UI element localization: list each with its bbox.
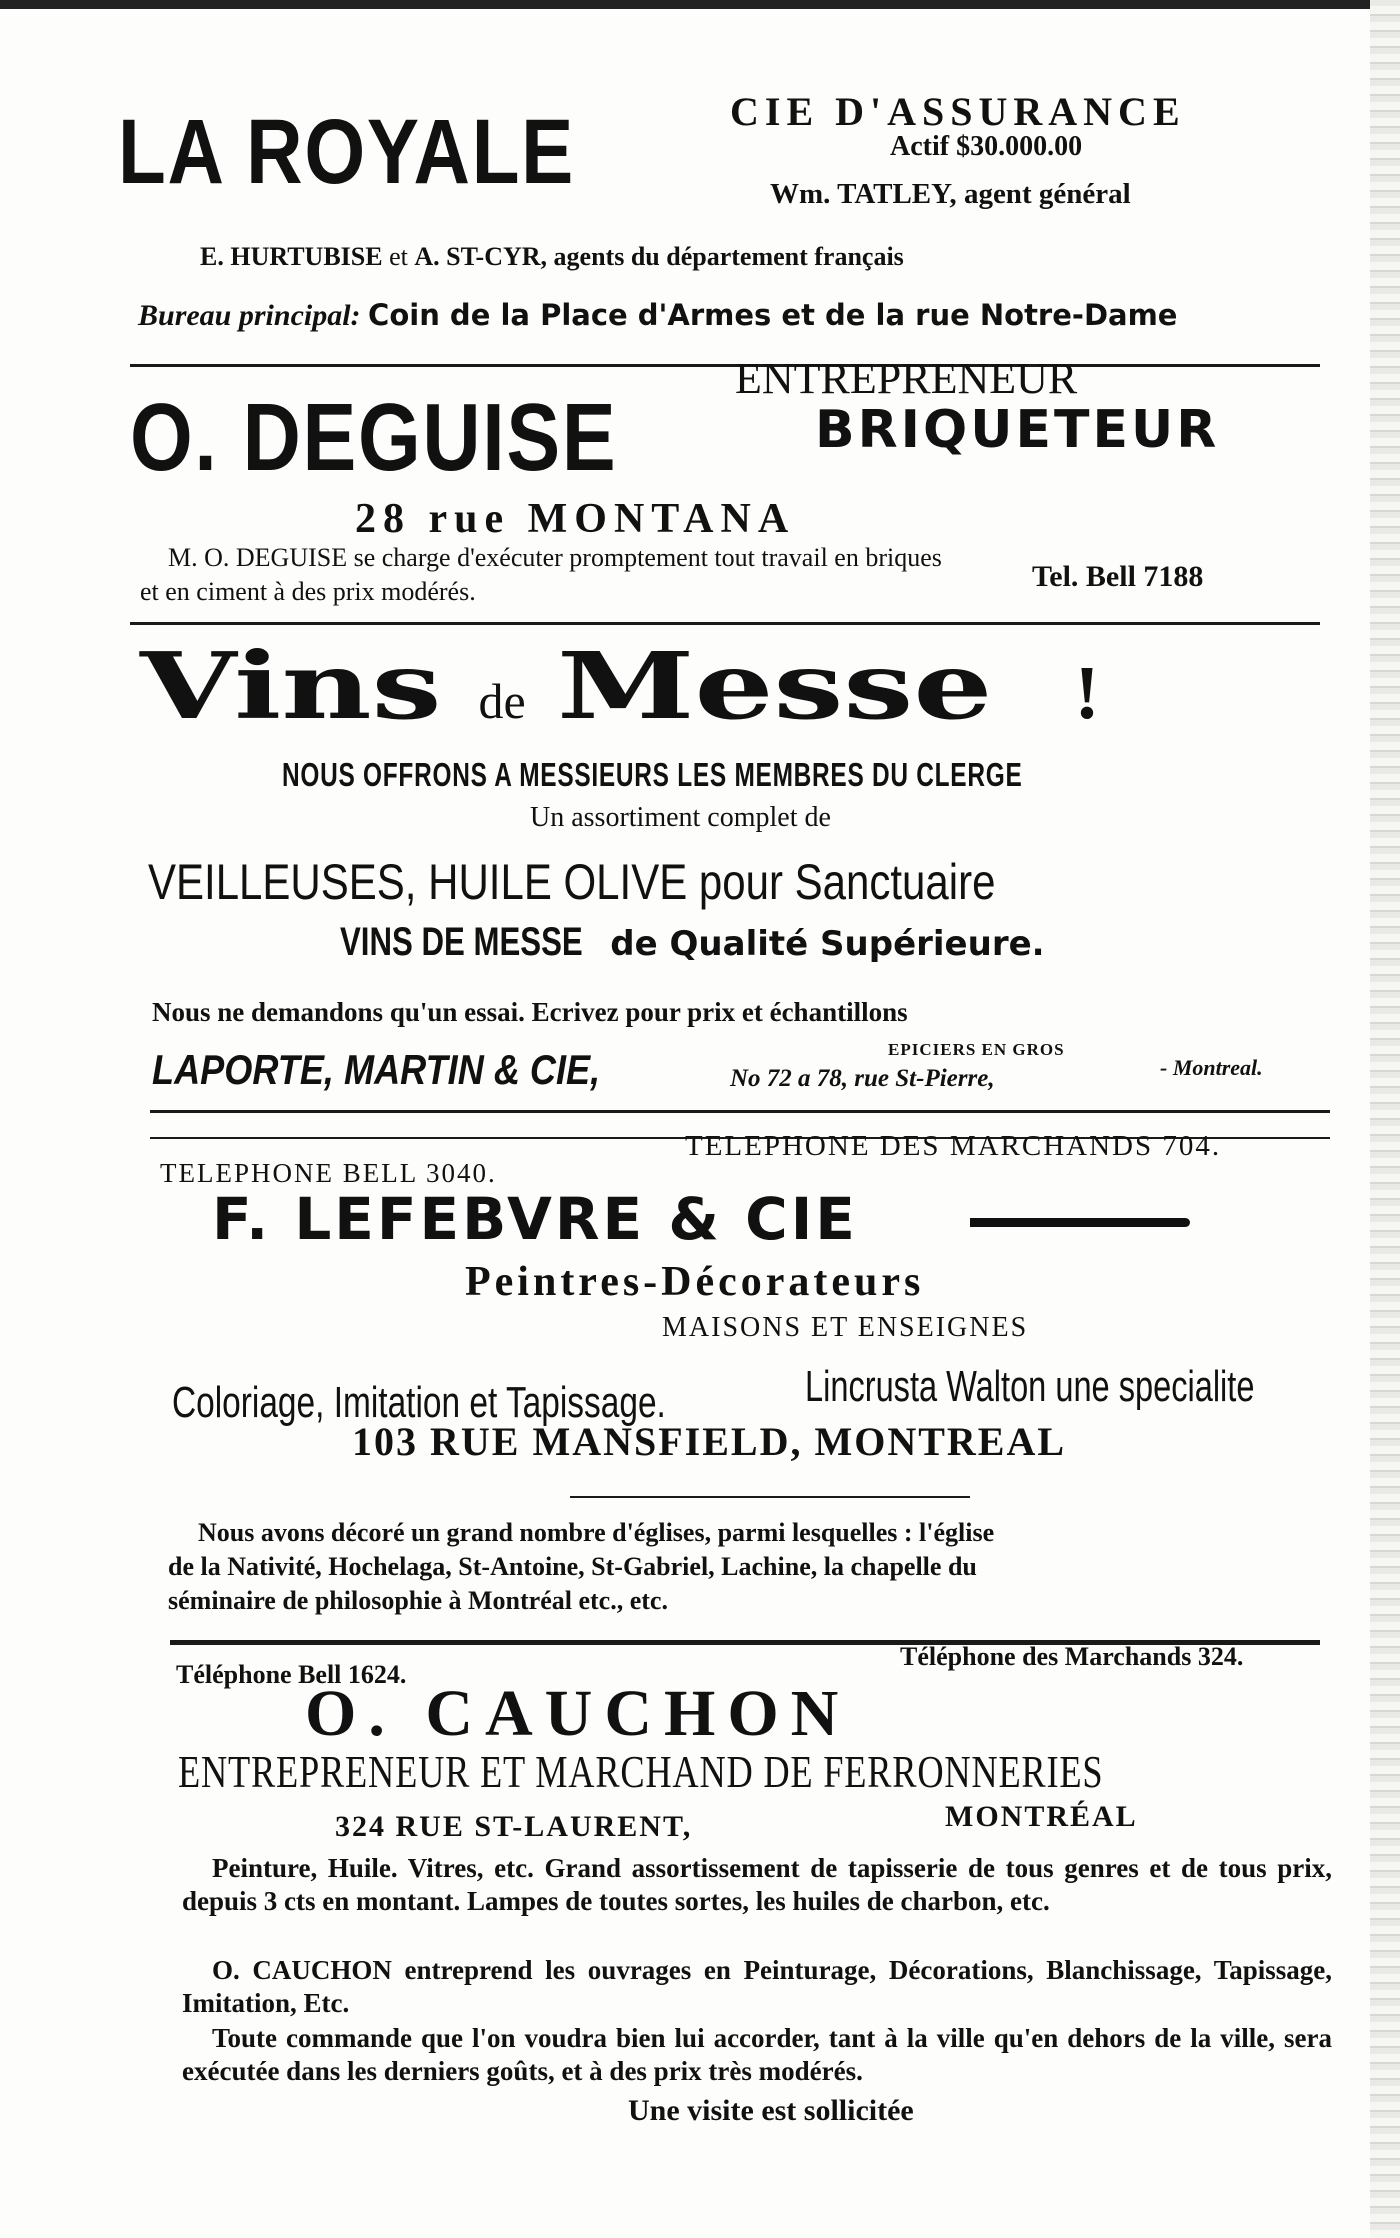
cauchon-paragraph-2-name: O. CAUCHON <box>212 1955 392 1985</box>
torn-right-edge <box>1370 0 1400 2238</box>
royale-agent-name: Wm. TATLEY, <box>770 178 957 210</box>
royale-dept-agent-2: A. ST-CYR, <box>414 242 548 271</box>
royale-agent <box>770 178 1131 211</box>
vins-quality-bold: VINS DE MESSE <box>340 920 583 964</box>
lefebvre-trade: Peintres-Décorateurs <box>465 1259 925 1305</box>
royale-dept-agents <box>200 242 904 272</box>
cauchon-phone-marchands: Téléphone des Marchands 324. <box>900 1642 1244 1671</box>
vins-headline-de: de <box>478 673 526 729</box>
cauchon-paragraph-3: Toute commande que l'on voudra bien lui accorder, tant à la ville qu'en dehors de la ville, sera exécutée dans les derniers goûts, et à des prix très modérés. <box>182 2023 1332 2086</box>
vins-firm-address: No 72 a 78, rue St-Pierre, <box>730 1065 995 1092</box>
lefebvre-name: F. LEFEBVRE & CIE <box>212 1185 858 1253</box>
vins-request: Nous ne demandons qu'un essai. Ecrivez pour prix et échantillons <box>152 997 908 1027</box>
vins-assortment: Un assortiment complet de <box>530 802 831 833</box>
lefebvre-phone-bell: TELEPHONE BELL 3040. <box>160 1158 497 1188</box>
royale-company: CIE D'ASSURANCE <box>730 89 1186 134</box>
lefebvre-lincrusta: Lincrusta Walton une specialite <box>805 1362 1255 1411</box>
royale-name: LA ROYALE <box>118 101 576 203</box>
vins-quality <box>340 920 1045 965</box>
lefebvre-address: 103 RUE MANSFIELD, MONTREAL <box>352 1419 1067 1464</box>
deguise-title-1: ENTREPRENEUR <box>735 354 1078 403</box>
lefebvre-name-flourish <box>970 1218 1190 1227</box>
royale-agent-title: agent général <box>963 178 1131 210</box>
divider-1 <box>130 364 1320 367</box>
vins-headline <box>140 632 1100 740</box>
cauchon-name: O. CAUCHON <box>305 1677 851 1750</box>
vins-firm-type: EPICIERS EN GROS <box>888 1040 1065 1059</box>
lefebvre-churches-3: séminaire de philosophie à Montréal etc., etc. <box>168 1586 668 1615</box>
top-border <box>0 0 1400 9</box>
royale-office-address: Coin de la Place d'Armes et de la rue Notre-Dame <box>368 298 1178 332</box>
deguise-title-2: BRIQUETEUR <box>815 400 1220 460</box>
cauchon-paragraph-2 <box>182 1954 1332 2020</box>
deguise-desc-2: et en ciment à des prix modérés. <box>140 577 476 606</box>
lefebvre-services: Coloriage, Imitation et Tapissage. <box>172 1378 666 1427</box>
deguise-phone: Tel. Bell 7188 <box>1032 560 1204 593</box>
deguise-name: O. DEGUISE <box>130 384 618 491</box>
vins-headline-1: Vins <box>140 632 442 740</box>
lefebvre-churches-2: de la Nativité, Hochelaga, St-Antoine, St-Gabriel, Lachine, la chapelle du <box>168 1552 977 1581</box>
royale-dept-role: agents du département français <box>553 242 904 271</box>
cauchon-paragraph-2-text: entreprend les ouvrages en Peinturage, Décorations, Blanchissage, Tapissage, Imitation, Etc. <box>182 1955 1332 2018</box>
vins-headline-bang: ! <box>1074 651 1100 735</box>
deguise-desc-1: M. O. DEGUISE se charge d'exécuter promptement tout travail en briques <box>168 543 942 572</box>
lefebvre-churches-1: Nous avons décoré un grand nombre d'églises, parmi lesquelles : l'église <box>198 1518 995 1547</box>
cauchon-phone-bell: Téléphone Bell 1624. <box>176 1660 407 1689</box>
lefebvre-phone-marchands: TELEPHONE DES MARCHANDS 704. <box>685 1130 1222 1162</box>
cauchon-title: ENTREPRENEUR ET MARCHAND DE FERRONNERIES <box>178 1746 1104 1797</box>
vins-quality-rest: de Qualité Supérieure. <box>610 924 1045 964</box>
vins-products: VEILLEUSES, HUILE OLIVE pour Sanctuaire <box>148 854 996 910</box>
royale-dept-et: et <box>389 242 408 271</box>
divider-2 <box>130 622 1320 625</box>
lefebvre-specialty: MAISONS ET ENSEIGNES <box>662 1312 1029 1343</box>
royale-assets: Actif $30.000.00 <box>890 131 1083 162</box>
cauchon-visit: Une visite est sollicitée <box>628 2094 914 2127</box>
divider-3 <box>150 1110 1330 1113</box>
deguise-address: 28 rue MONTANA <box>355 496 796 542</box>
vins-headline-2: Messe <box>556 632 993 740</box>
cauchon-city: MONTRÉAL <box>945 1800 1138 1833</box>
cauchon-address: 324 RUE ST-LAURENT, <box>335 1810 693 1843</box>
royale-office <box>138 298 1177 333</box>
vins-firm: LAPORTE, MARTIN & CIE, <box>152 1046 601 1093</box>
royale-dept-agent-1: E. HURTUBISE <box>200 242 383 271</box>
lefebvre-short-rule <box>570 1496 970 1498</box>
vins-firm-city: - Montreal. <box>1160 1055 1263 1080</box>
cauchon-paragraph-1: Peinture, Huile. Vitres, etc. Grand assortissement de tapisserie de tous genres et de tous prix, depuis 3 cts en montant. Lampes de toutes sortes, les huiles de charbon, etc. <box>182 1853 1332 1916</box>
royale-office-label: Bureau principal: <box>138 299 361 332</box>
vins-offer: NOUS OFFRONS A MESSIEURS LES MEMBRES DU CLERGE <box>282 756 1023 793</box>
